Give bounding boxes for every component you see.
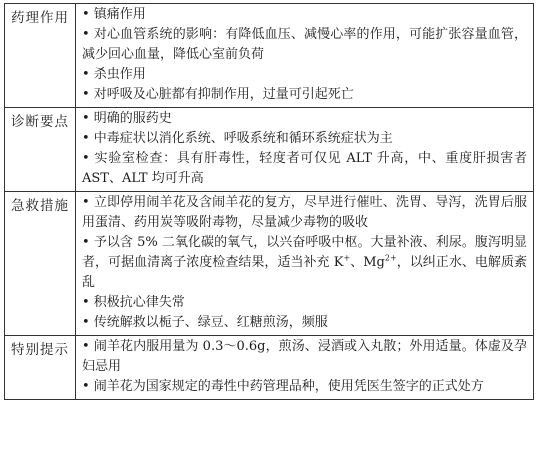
list-item: • 传统解救以栀子、绿豆、红糖煎汤，频服 — [82, 315, 328, 330]
list-item: • 积极抗心律失常 — [82, 295, 185, 310]
row-content — [76, 336, 534, 400]
list-item: • 镇痛作用 — [82, 7, 146, 22]
list-item: • 对心血管系统的影响：有降低血压、减慢心率的作用，可能扩张容量血管，减少回心血量，降低心室前负荷 — [82, 27, 527, 62]
table-row — [5, 336, 534, 400]
list-item: • 对呼吸及心脏都有抑制作用，过量可引起死亡 — [82, 87, 354, 102]
item-text: ，以纠正水、电解质紊乱 — [82, 255, 527, 290]
superscript: 2+ — [384, 253, 397, 263]
list-item: • 立即停用闹羊花及含闹羊花的复方，尽早进行催吐、洗胃、导泻，洗胃后服用蛋清、药用炭等吸附毒物，尽量减少毒物的吸收 — [82, 195, 527, 230]
row-label: 药理作用 — [5, 4, 76, 108]
list-item — [82, 233, 527, 293]
item-text: 、Mg — [350, 255, 385, 270]
item-text: • 予以含 5% 二氧化碳的氧气，以兴奋呼吸中枢。大量补液、利尿。腹泻明显者，可据血清离子浓度检查结果，适当补充 K — [82, 235, 527, 270]
table-row — [5, 108, 534, 192]
superscript: + — [343, 253, 351, 263]
row-content — [76, 108, 534, 192]
table-row — [5, 192, 534, 336]
row-content — [76, 192, 534, 336]
table-row — [5, 4, 534, 108]
list-item: • 明确的服药史 — [82, 111, 172, 126]
info-table — [4, 3, 534, 400]
list-item: • 实验室检查：具有肝毒性，轻度者可仅见 ALT 升高，中、重度肝损害者 AST、ALT 均可升高 — [82, 151, 527, 186]
list-item: • 中毒症状以消化系统、呼吸系统和循环系统症状为主 — [82, 131, 393, 146]
row-label: 诊断要点 — [5, 108, 76, 192]
row-content — [76, 4, 534, 108]
list-item: • 杀虫作用 — [82, 67, 146, 82]
list-item: • 闹羊花为国家规定的毒性中药管理品种，使用凭医生签字的正式处方 — [82, 379, 484, 394]
list-item: • 闹羊花内服用量为 0.3～0.6g，煎汤、浸酒或入丸散；外用适量。体虚及孕妇忌用 — [82, 339, 527, 374]
row-label: 特别提示 — [5, 336, 76, 400]
row-label: 急救措施 — [5, 192, 76, 336]
